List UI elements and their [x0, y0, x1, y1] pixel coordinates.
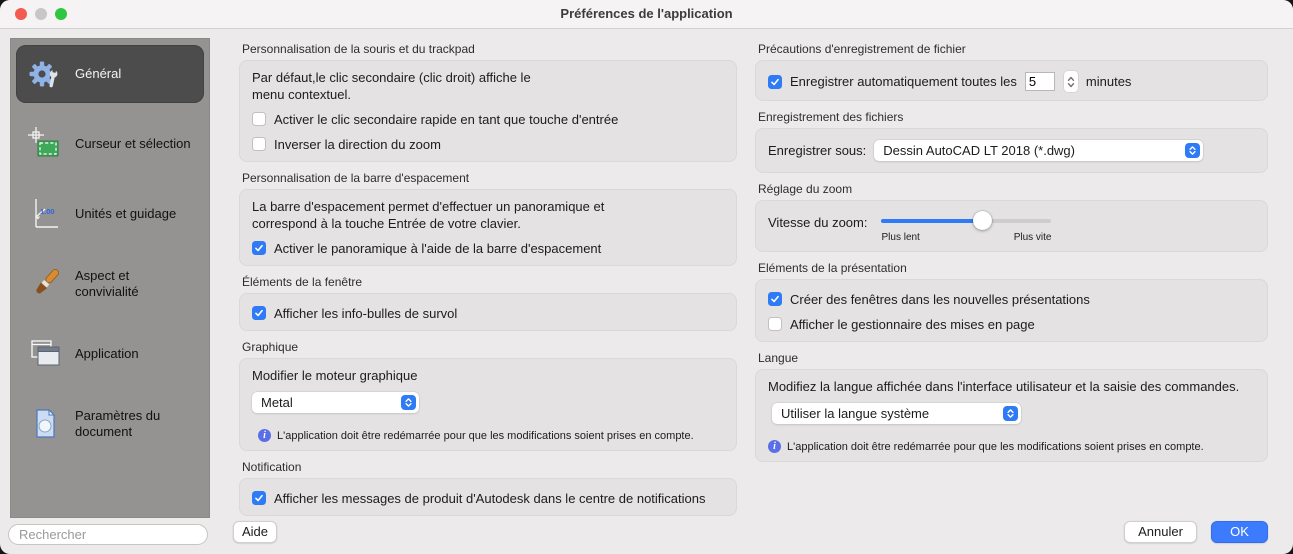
- sidebar: [10, 38, 210, 518]
- sidebar-item-label: Aspect et convivialité: [75, 268, 139, 299]
- app-windows-icon: [25, 334, 65, 374]
- section-header-autosave: Précautions d'enregistrement de fichier: [758, 42, 966, 56]
- option-autodesk-messages[interactable]: [252, 489, 724, 507]
- group-spacebar: [239, 189, 737, 266]
- checkbox-label: Créer des fenêtres dans les nouvelles présentations: [790, 291, 1090, 307]
- section-header-language: Langue: [758, 351, 799, 365]
- up-down-chevrons-icon: [1185, 143, 1200, 158]
- checkbox-label: Inverser la direction du zoom: [274, 136, 441, 152]
- sidebar-item-application[interactable]: [11, 319, 209, 389]
- checkbox-label: Afficher les info-bulles de survol: [274, 305, 458, 321]
- info-icon: i: [258, 429, 271, 442]
- mouse-description-line1: Par défaut,le clic secondaire (clic droit) affiche le: [252, 70, 531, 85]
- sidebar-item-general[interactable]: [16, 45, 204, 103]
- checkbox-label: Enregistrer automatiquement toutes les: [790, 74, 1017, 89]
- language-select[interactable]: [772, 403, 1021, 424]
- search-input[interactable]: [8, 524, 208, 545]
- section-header-graphics: Graphique: [242, 340, 299, 354]
- checkbox-label: Afficher les messages de produit d'Autodesk dans le centre de notifications: [274, 490, 706, 506]
- checkbox-label: Afficher le gestionnaire des mises en page: [790, 316, 1035, 332]
- checkbox-label: Activer le clic secondaire rapide en tant que touche d'entrée: [274, 111, 619, 127]
- section-header-spacebar: Personnalisation de la barre d'espacement: [242, 171, 470, 185]
- group-layout-elements: [755, 279, 1268, 342]
- mouse-description-line2: menu contextuel.: [252, 87, 352, 102]
- sidebar-item-units-guidance[interactable]: [11, 179, 209, 249]
- option-quick-secondary-click[interactable]: [252, 110, 724, 128]
- group-autosave: [755, 60, 1268, 101]
- sidebar-item-label: Curseur et sélection: [75, 136, 191, 151]
- paintbrush-icon: [25, 264, 65, 304]
- group-notification: [239, 478, 737, 516]
- option-autosave[interactable]: [768, 71, 1255, 92]
- sidebar-item-label: Général: [75, 66, 122, 81]
- sidebar-item-aspect[interactable]: [11, 249, 209, 319]
- slider-max-label: Plus vite: [1013, 232, 1052, 243]
- group-graphics: [239, 358, 737, 451]
- sidebar-item-label: Application: [75, 346, 139, 361]
- language-restart-note: L'application doit être redémarrée pour que les modifications soient prises en compte.: [787, 440, 1204, 453]
- zoom-speed-label: Vitesse du zoom:: [768, 215, 868, 230]
- checkbox[interactable]: [252, 137, 266, 151]
- option-spacebar-pan[interactable]: [252, 239, 724, 257]
- slider-fill: [881, 219, 981, 223]
- option-page-setup-manager[interactable]: [768, 315, 1255, 333]
- help-button[interactable]: Aide: [233, 521, 277, 543]
- slider-thumb[interactable]: [973, 211, 992, 230]
- checkbox[interactable]: [768, 317, 782, 331]
- spacebar-description-line2: correspond à la touche Entrée de votre clavier.: [252, 216, 521, 231]
- section-header-mouse: Personnalisation de la souris et du trackpad: [242, 42, 475, 56]
- save-format-select[interactable]: [874, 140, 1203, 161]
- graphics-engine-label: Modifier le moteur graphique: [252, 368, 418, 383]
- titlebar: [0, 0, 1293, 29]
- window-title: Préférences de l'application: [560, 6, 733, 21]
- language-value: Utiliser la langue système: [781, 406, 930, 421]
- section-header-zoom: Réglage du zoom: [758, 182, 853, 196]
- option-tooltips[interactable]: [252, 304, 724, 322]
- gear-wrench-icon: [25, 54, 65, 94]
- sidebar-item-label: Unités et guidage: [75, 206, 177, 221]
- axis-dimension-icon: [25, 194, 65, 234]
- checkbox[interactable]: [252, 491, 266, 505]
- sidebar-item-cursor-selection[interactable]: [11, 109, 209, 179]
- checkbox[interactable]: [768, 292, 782, 306]
- crosshair-selection-icon: [25, 124, 65, 164]
- group-mouse: [239, 60, 737, 162]
- group-file-save: [755, 128, 1268, 173]
- group-zoom: [755, 200, 1268, 252]
- section-header-window-elements: Éléments de la fenêtre: [242, 275, 363, 289]
- document-page-icon: [25, 404, 65, 444]
- checkbox-label: Activer le panoramique à l'aide de la barre d'espacement: [274, 240, 602, 256]
- group-language: [755, 369, 1268, 462]
- graphics-engine-value: Metal: [261, 395, 293, 410]
- graphics-restart-note: L'application doit être redémarrée pour que les modifications soient prises en compte.: [277, 429, 694, 442]
- checkbox[interactable]: [252, 112, 266, 126]
- up-down-chevrons-icon: [401, 395, 416, 410]
- sidebar-item-document-settings[interactable]: [11, 389, 209, 459]
- group-window-elements: [239, 293, 737, 331]
- spacebar-description-line1: La barre d'espacement permet d'effectuer un panoramique et: [252, 199, 605, 214]
- zoom-speed-slider[interactable]: [881, 211, 1051, 230]
- middle-column: [239, 42, 737, 516]
- interval-stepper[interactable]: [1064, 71, 1078, 92]
- section-header-file-save: Enregistrement des fichiers: [758, 110, 904, 124]
- checkbox[interactable]: [252, 241, 266, 255]
- info-icon: i: [768, 440, 781, 453]
- section-header-notification: Notification: [242, 460, 302, 474]
- right-column: [755, 42, 1268, 462]
- checkbox[interactable]: [768, 75, 782, 89]
- save-format-value: Dessin AutoCAD LT 2018 (*.dwg): [883, 143, 1075, 158]
- slider-min-label: Plus lent: [881, 232, 920, 243]
- autosave-interval-input[interactable]: [1025, 72, 1055, 91]
- up-down-chevrons-icon: [1003, 406, 1018, 421]
- svg-text:1.00: 1.00: [40, 207, 55, 216]
- slider-track[interactable]: [881, 219, 1051, 223]
- cancel-button[interactable]: Annuler: [1124, 521, 1197, 543]
- graphics-engine-select[interactable]: [252, 392, 419, 413]
- sidebar-item-label: Paramètres du document: [75, 408, 161, 439]
- save-as-label: Enregistrer sous:: [768, 143, 867, 158]
- language-description: Modifiez la langue affichée dans l'interface utilisateur et la saisie des commandes.: [768, 379, 1240, 394]
- checkbox[interactable]: [252, 306, 266, 320]
- autosave-unit-label: minutes: [1085, 74, 1132, 89]
- option-invert-zoom[interactable]: [252, 135, 724, 153]
- section-header-layout-elements: Eléments de la présentation: [758, 261, 907, 275]
- ok-button[interactable]: OK: [1211, 521, 1268, 543]
- option-create-viewports[interactable]: [768, 290, 1255, 308]
